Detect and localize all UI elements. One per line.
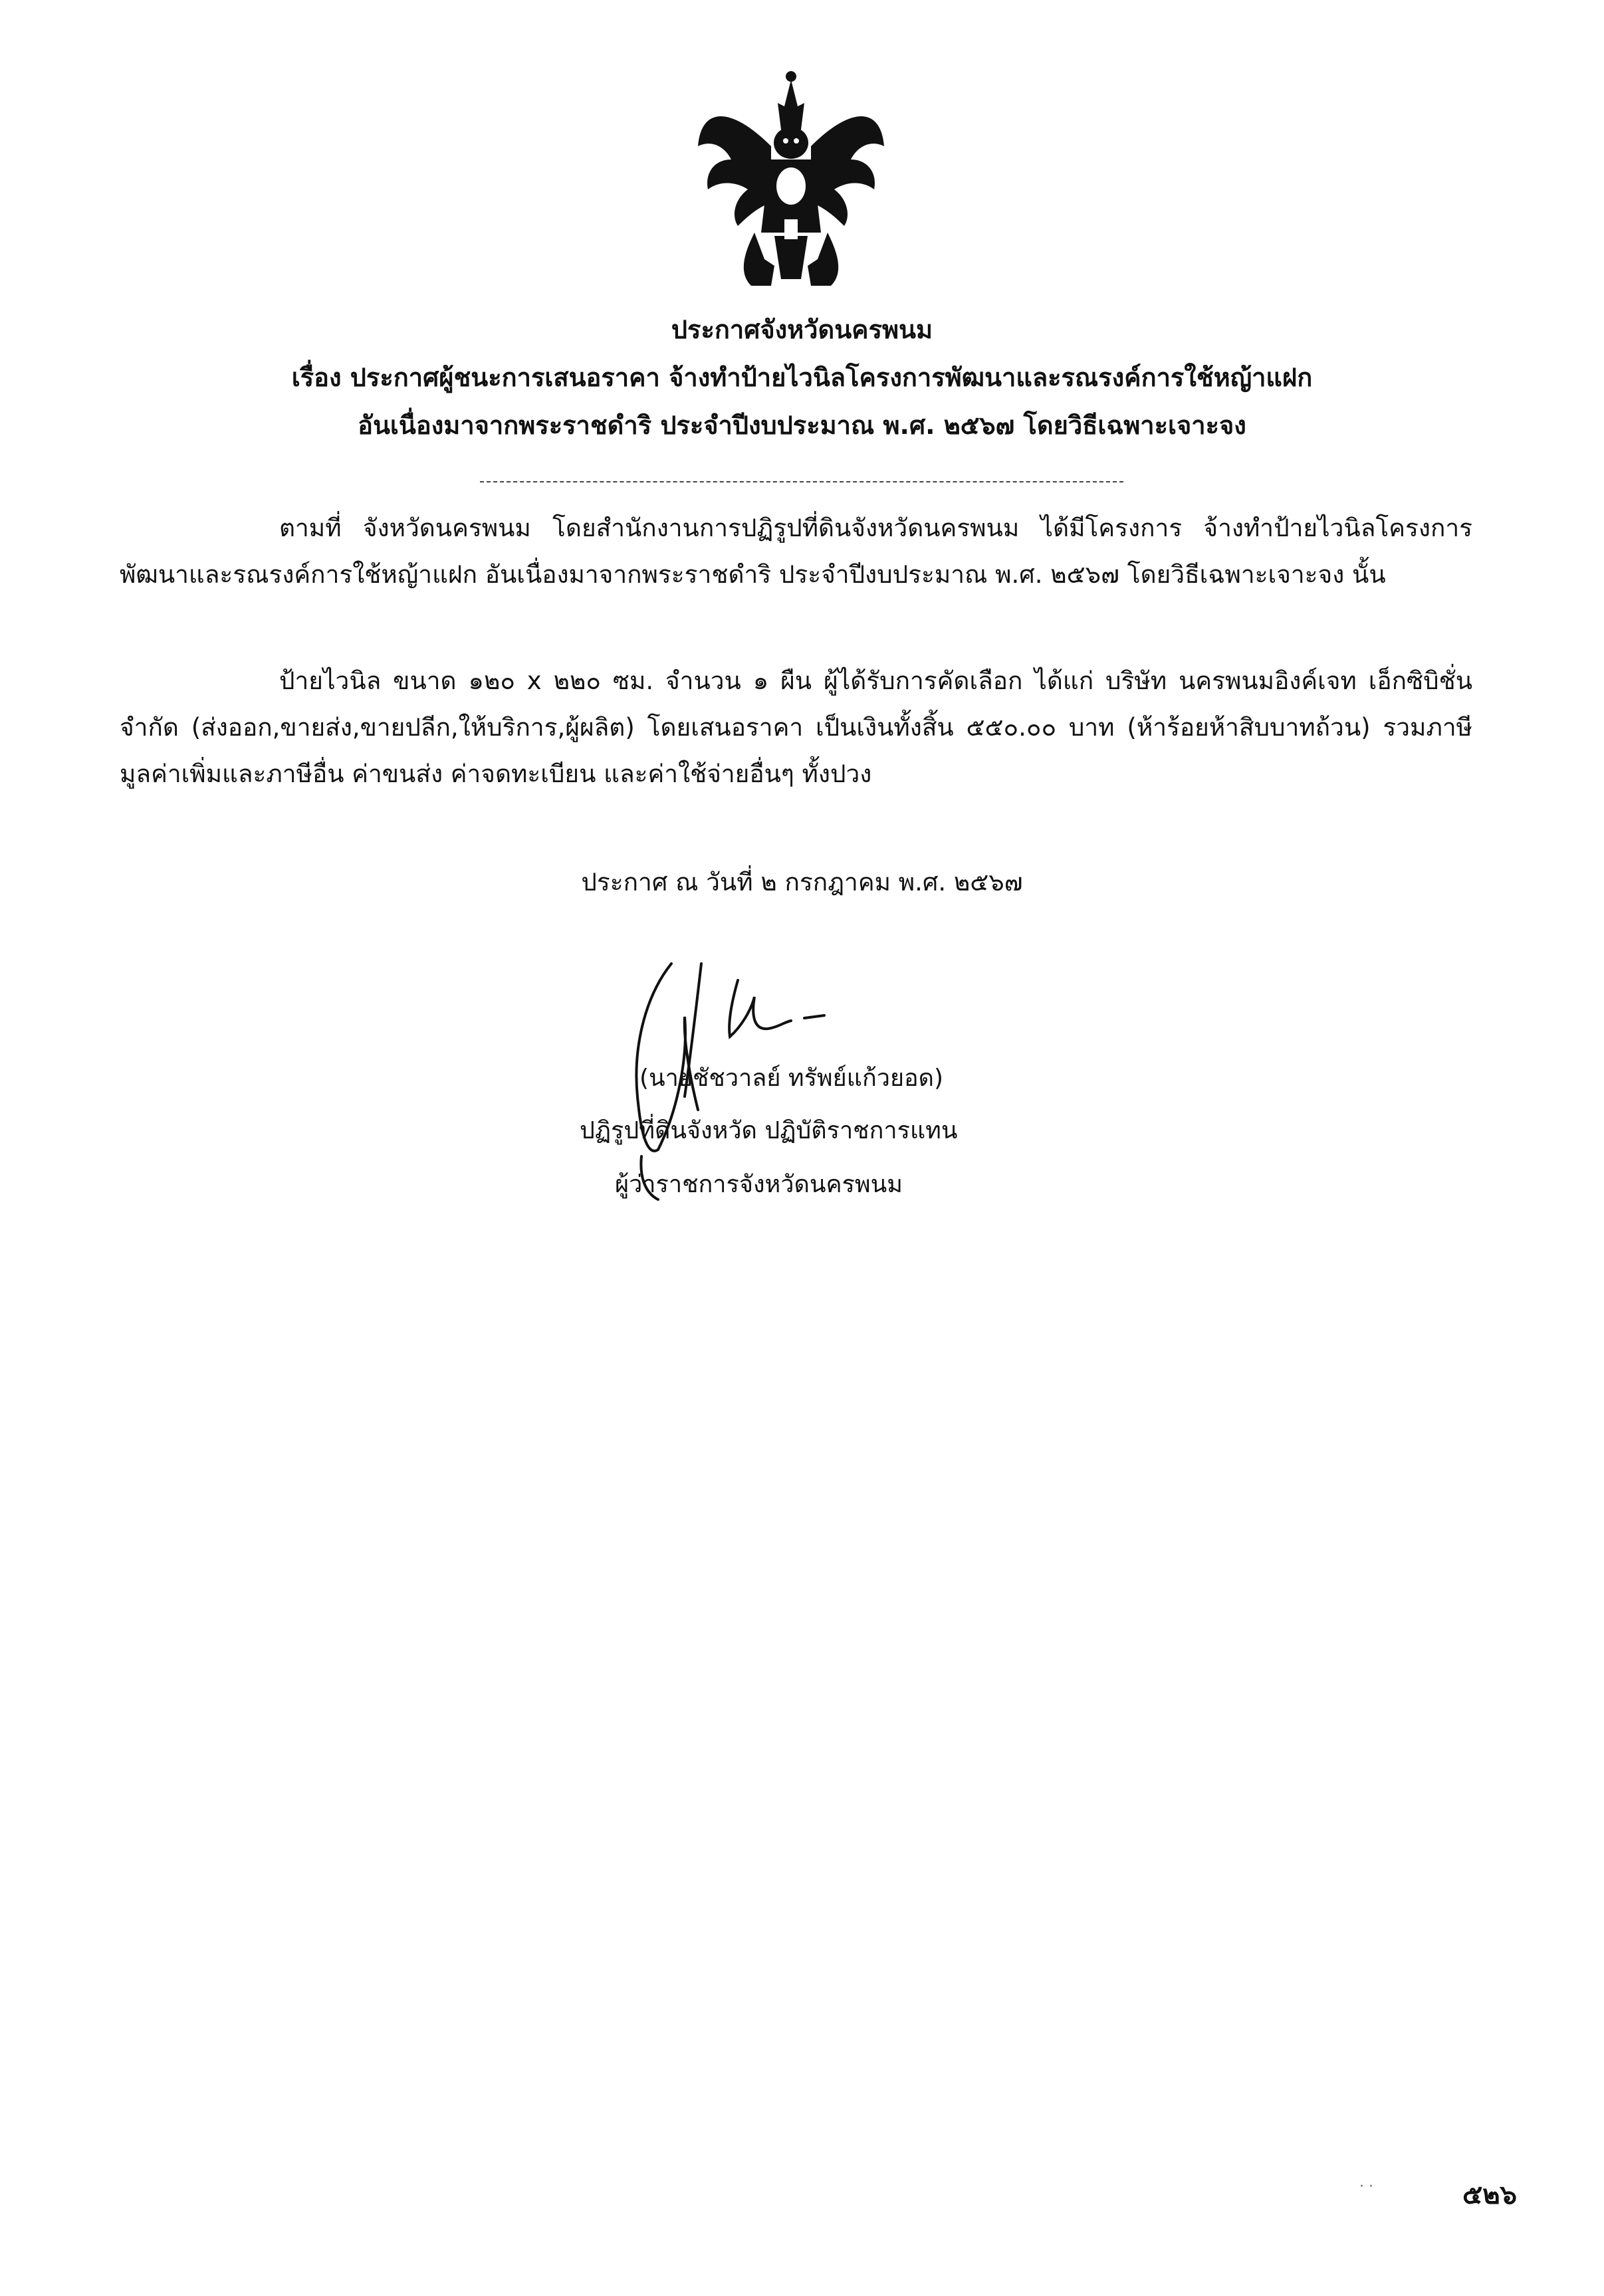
announcement-subject-continued: อันเนื่องมาจากพระราชดำริ ประจำปีงบประมาณ พ.ศ. ๒๕๖๗ โดยวิธีเฉพาะเจาะจง xyxy=(358,411,1246,440)
announcement-title: ประกาศจังหวัดนครพนม xyxy=(671,315,933,344)
announcement-date: ประกาศ ณ วันที่ ๒ กรกฎาคม พ.ศ. ๒๕๖๗ xyxy=(581,868,1023,896)
faint-mark: · · xyxy=(1359,2178,1373,2195)
page-number: ๕๒๖ xyxy=(1462,2180,1518,2210)
signatory-name: (นายชัชวาลย์ ทรัพย์แก้วยอด) xyxy=(639,1065,944,1092)
garuda-emblem-icon xyxy=(691,66,891,296)
title-divider xyxy=(480,481,1123,482)
signatory-position: ปฏิรูปที่ดินจังหวัด ปฏิบัติราชการแทน xyxy=(580,1117,958,1144)
body-paragraph-2: ป้ายไวนิล ขนาด ๑๒๐ x ๒๒๐ ซม. จำนวน ๑ ผืน ผู้ได้รับการคัดเลือก ได้แก่ บริษัท นครพนมอิงค์เจท เอ็กซิบิชั่น จำกัด (ส่งออก,ขายส่ง,ขายปลีก,ให้บริการ,ผู้ผลิต) โดยเสนอราคา เป็นเงินทั้งสิ้น ๕๕๐.๐๐ บาท (ห้าร้อยห้าสิบบาทถ้วน) รวมภาษีมูลค่าเพิ่มและภาษีอื่น ค่าขนส่ง ค่าจดทะเบียน และค่าใช้จ่ายอื่นๆ ทั้งปวง xyxy=(120,667,1472,788)
announcement-subject: เรื่อง ประกาศผู้ชนะการเสนอราคา จ้างทำป้ายไวนิลโครงการพัฒนาและรณรงค์การใช้หญ้าแฝก xyxy=(291,363,1313,392)
body-paragraph-1: ตามที่ จังหวัดนครพนม โดยสำนักงานการปฏิรูปที่ดินจังหวัดนครพนม ได้มีโครงการ จ้างทำป้ายไวนิลโครงการพัฒนาและรณรงค์การใช้หญ้าแฝก อันเนื่องมาจากพระราชดำริ ประจำปีงบประมาณ พ.ศ. ๒๕๖๗ โดยวิธีเฉพาะเจาะจง นั้น xyxy=(120,514,1472,589)
signatory-authority: ผู้ว่าราชการจังหวัดนครพนม xyxy=(615,1171,903,1198)
